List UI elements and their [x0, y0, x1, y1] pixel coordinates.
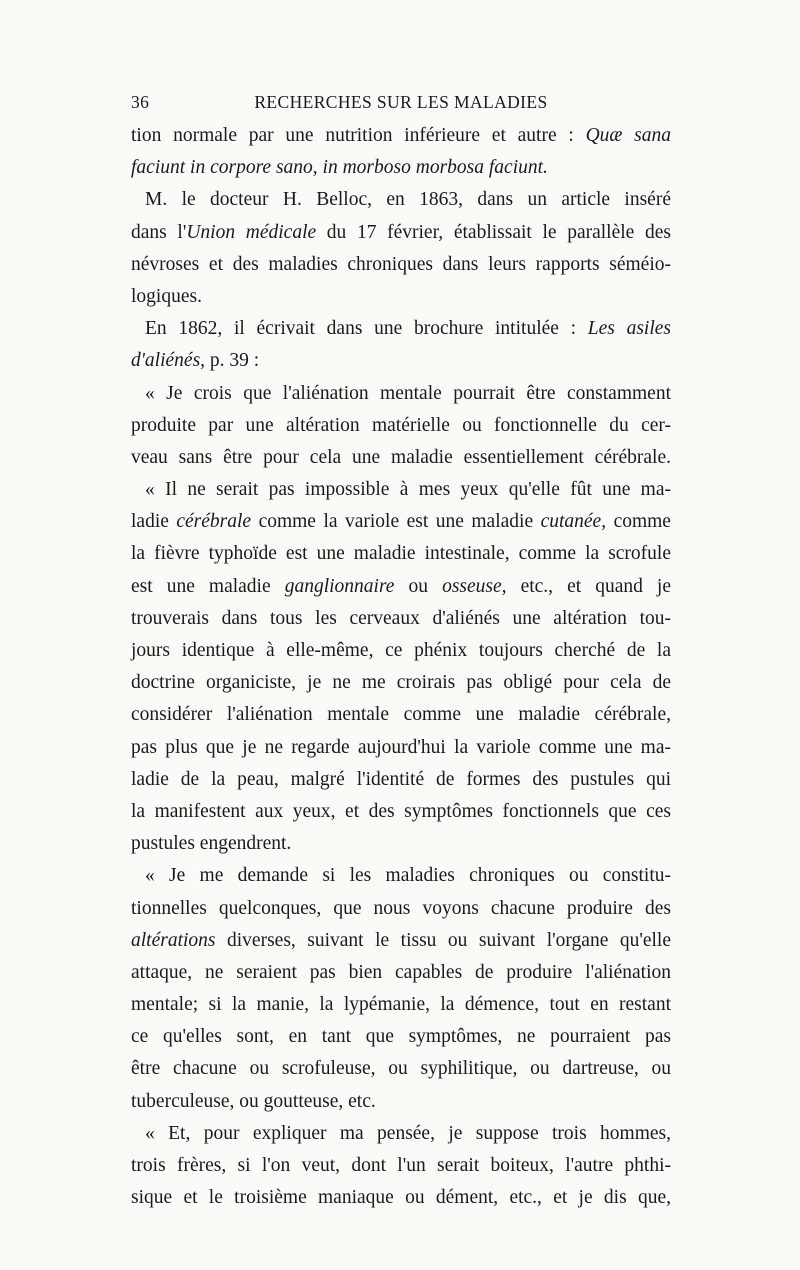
body-text	[131, 120, 671, 1214]
italic-text: d'aliénés,	[131, 350, 206, 372]
page-number: 36	[131, 92, 150, 112]
text-segment: attaque, ne seraient pas bien capables de produire l'aliénation	[131, 961, 671, 983]
text-line	[131, 474, 671, 506]
text-line	[131, 796, 671, 828]
text-line	[131, 603, 671, 635]
text-segment: trois frères, si l'on veut, dont l'un serait boiteux, l'autre phthi-	[131, 1155, 671, 1176]
text-line	[131, 957, 671, 989]
text-line	[131, 828, 671, 860]
text-line	[131, 538, 671, 570]
running-title: RECHERCHES SUR LES MALADIES	[254, 92, 548, 112]
italic-text: osseuse,	[442, 575, 507, 597]
text-segment: est une maladie	[131, 575, 285, 597]
text-line	[131, 860, 671, 892]
text-segment: comme	[606, 511, 671, 533]
text-segment: « Il ne serait pas impossible à mes yeux qu'elle fût une ma-	[145, 479, 671, 501]
text-segment: ou	[394, 575, 443, 597]
text-segment: sique et le troisième maniaque ou dément, etc., et je dis que,	[131, 1187, 671, 1209]
text-line	[131, 442, 671, 474]
text-segment: ladie de la peau, malgré l'identité de formes des pustules qui	[131, 768, 671, 790]
text-segment: logiques.	[131, 285, 202, 307]
text-line	[131, 925, 671, 957]
text-line	[131, 249, 671, 281]
text-line	[131, 1053, 671, 1085]
text-line	[131, 345, 671, 377]
italic-text: cérébrale	[176, 511, 252, 533]
page-header	[131, 92, 671, 116]
text-line	[131, 217, 671, 249]
text-line	[131, 506, 671, 538]
italic-text: ganglionnaire	[284, 575, 395, 597]
text-line	[131, 893, 671, 925]
text-line	[131, 732, 671, 764]
italic-text: Union médicale	[186, 221, 317, 243]
text-segment: produite par une altération matérielle ou fonctionnelle du cer-	[131, 414, 671, 436]
text-line	[131, 1021, 671, 1053]
text-segment: trouverais dans tous les cerveaux d'aliénés une altération tou-	[131, 607, 671, 629]
text-line	[131, 635, 671, 667]
italic-text: altérations	[131, 929, 216, 951]
text-segment: « Et, pour expliquer ma pensée, je suppose trois hommes,	[145, 1122, 671, 1144]
text-line	[131, 313, 671, 345]
italic-text: Quæ sana	[585, 125, 672, 146]
text-line	[131, 152, 671, 184]
text-line	[131, 410, 671, 442]
text-line	[131, 378, 671, 410]
text-segment: M. le docteur H. Belloc, en 1863, dans un article inséré	[145, 189, 671, 211]
text-segment: veau sans être pour cela une maladie essentiellement cérébrale.	[131, 446, 671, 468]
text-segment: tuberculeuse, ou goutteuse, etc.	[131, 1090, 376, 1112]
text-segment: être chacune ou scrofuleuse, ou syphilitique, ou dartreuse, ou	[131, 1058, 671, 1080]
text-line	[131, 699, 671, 731]
text-line	[131, 764, 671, 796]
text-segment: mentale; si la manie, la lypémanie, la démence, tout en restant	[131, 994, 671, 1016]
text-segment: ladie	[131, 511, 177, 533]
text-segment: « Je me demande si les maladies chroniques ou constitu-	[145, 865, 671, 887]
text-segment: la fièvre typhoïde est une maladie intestinale, comme la scrofule	[131, 543, 671, 565]
text-segment: névroses et des maladies chroniques dans leurs rapports séméio-	[131, 253, 671, 275]
italic-text: cutanée,	[540, 511, 607, 533]
text-line	[131, 1150, 671, 1182]
text-segment: pas plus que je ne regarde aujourd'hui la variole comme une ma-	[131, 736, 671, 758]
text-segment: du 17 février, établissait le parallèle des	[316, 221, 671, 243]
text-line	[131, 281, 671, 313]
text-segment: diverses, suivant le tissu ou suivant l'organe qu'elle	[215, 929, 671, 951]
text-line	[131, 1086, 671, 1118]
text-segment: comme la variole est une maladie	[251, 511, 541, 533]
text-line	[131, 989, 671, 1021]
text-segment: p. 39 :	[205, 350, 260, 372]
text-segment: pustules engendrent.	[131, 833, 292, 855]
text-segment: la manifestent aux yeux, et des symptômes fonctionnels que ces	[131, 800, 671, 822]
italic-text: faciunt in corpore sano, in morboso morbosa faciunt.	[131, 157, 548, 179]
italic-text: Les asiles	[587, 318, 671, 340]
text-segment: considérer l'aliénation mentale comme une maladie cérébrale,	[131, 704, 671, 726]
text-segment: tionnelles quelconques, que nous voyons chacune produire des	[131, 897, 671, 919]
text-segment: dans l'	[131, 221, 187, 243]
text-line	[131, 571, 671, 603]
text-segment: etc., et quand je	[506, 575, 672, 597]
text-segment: « Je crois que l'aliénation mentale pourrait être constamment	[145, 382, 671, 404]
text-segment: jours identique à elle-même, ce phénix toujours cherché de la	[131, 640, 671, 661]
text-segment: tion normale par une nutrition inférieure et autre :	[131, 125, 586, 146]
text-line	[131, 667, 671, 699]
text-line	[131, 1118, 671, 1150]
text-line	[131, 184, 671, 216]
text-line	[131, 1182, 671, 1214]
text-segment: doctrine organiciste, je ne me croirais pas obligé pour cela de	[131, 672, 671, 694]
text-segment: ce qu'elles sont, en tant que symptômes, ne pourraient pas	[131, 1026, 671, 1048]
text-line	[131, 120, 671, 152]
text-segment: En 1862, il écrivait dans une brochure intitulée :	[145, 318, 588, 340]
